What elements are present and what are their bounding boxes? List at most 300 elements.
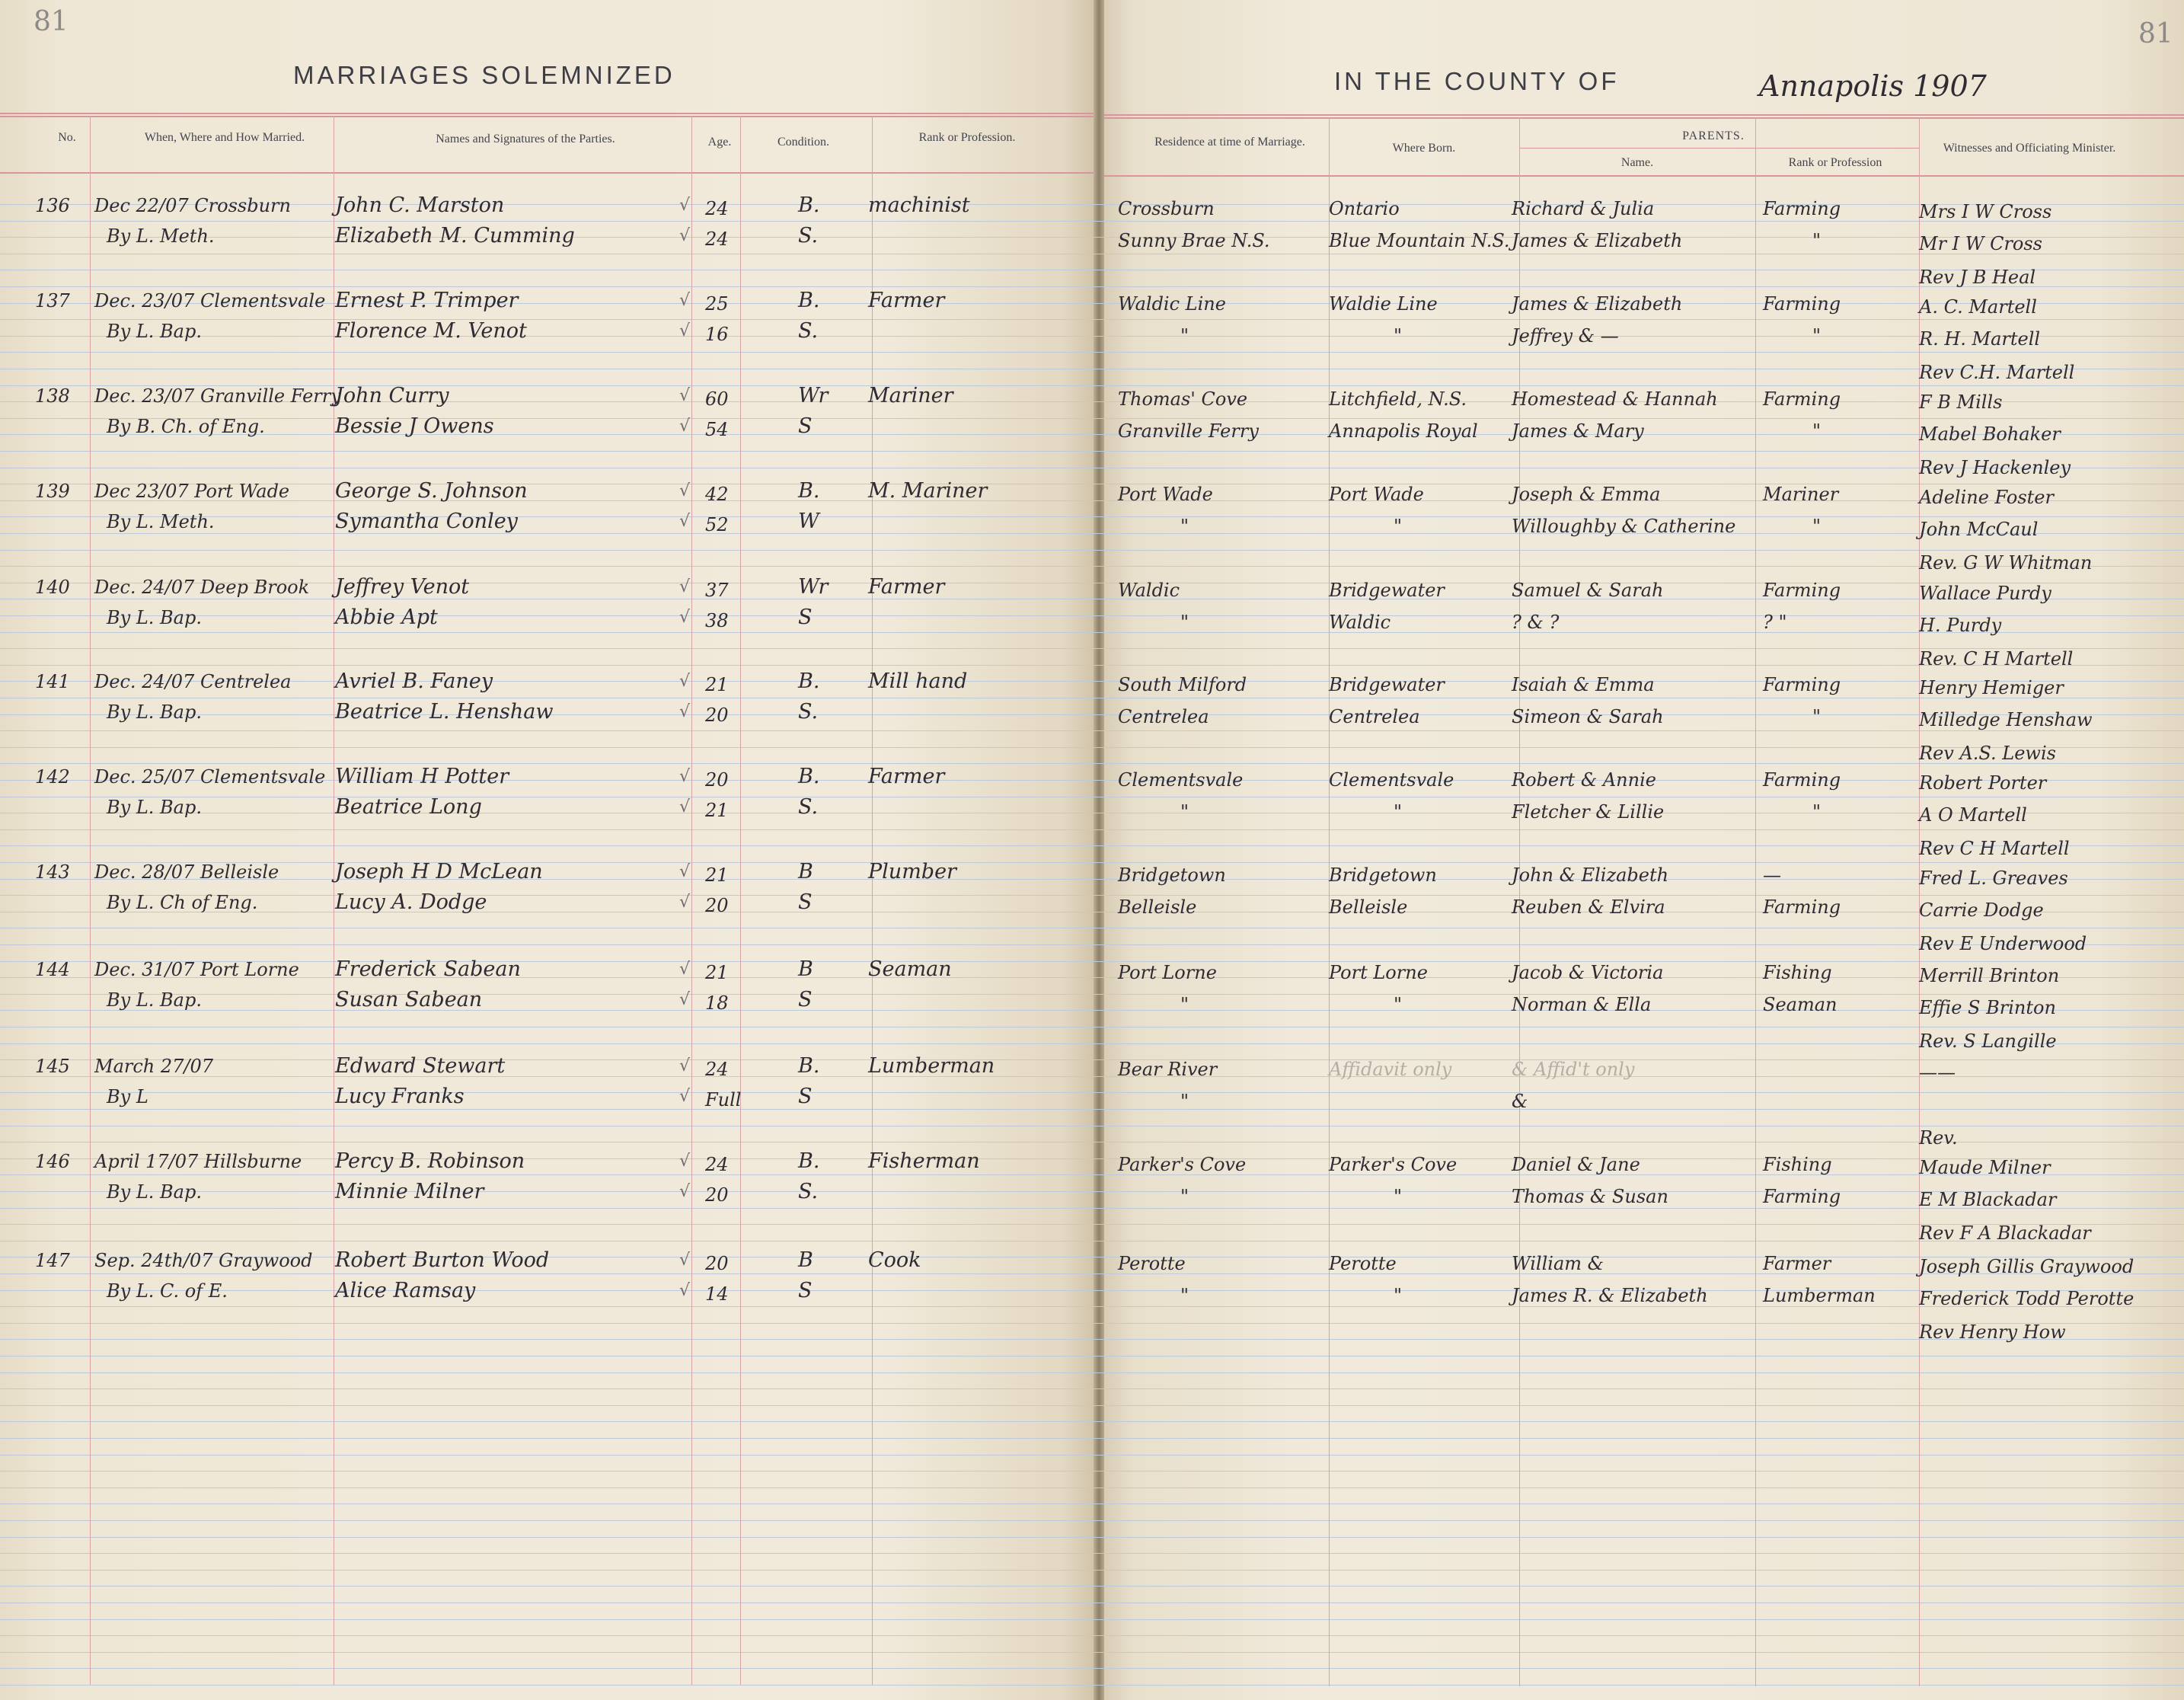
ruled-line	[0, 1191, 2184, 1192]
groom-birthplace: Bridgewater	[1329, 674, 1445, 695]
column-line	[740, 116, 741, 1685]
groom-parents-profession: Farming	[1763, 580, 1841, 601]
ruled-line	[0, 648, 2184, 649]
ruled-line	[0, 286, 2184, 287]
bride-birthplace: Annapolis Royal	[1329, 420, 1478, 442]
ruled-line	[0, 763, 2184, 764]
groom-age: 24	[705, 198, 729, 219]
ruled-line	[0, 352, 2184, 353]
groom-condition: B	[798, 860, 813, 884]
bride-parents-profession: Lumberman	[1763, 1285, 1876, 1306]
bride-parents-profession: ? "	[1763, 612, 1787, 633]
witness-1: Fred L. Greaves	[1919, 868, 2068, 889]
witness-1: Mrs I W Cross	[1919, 201, 2052, 222]
groom-parents-profession: Fishing	[1763, 1154, 1832, 1175]
age-check-mark: √	[679, 797, 691, 816]
header-rule	[1104, 117, 2184, 119]
ruled-line	[0, 1372, 2184, 1373]
ruled-line	[0, 747, 2184, 748]
groom-name: Jeffrey Venot	[335, 575, 470, 599]
ruled-line	[0, 944, 2184, 945]
witness-1: Robert Porter	[1919, 772, 2047, 794]
bride-name: Symantha Conley	[335, 510, 518, 533]
header-names: Names and Signatures of the Parties.	[436, 133, 615, 145]
left-page-title: MARRIAGES SOLEMNIZED	[293, 61, 675, 89]
bride-parents: Jeffrey & —	[1512, 325, 1619, 347]
witness-2: Mr I W Cross	[1919, 233, 2042, 254]
witness-2: E M Blackadar	[1919, 1189, 2057, 1210]
entry-number: 138	[35, 385, 70, 407]
when-married: Dec. 25/07 Clementsvale	[94, 766, 326, 788]
groom-residence: Bear River	[1118, 1059, 1218, 1080]
groom-birthplace: Parker's Cove	[1329, 1154, 1458, 1175]
witness-1: Adeline Foster	[1919, 487, 2054, 508]
witness-1: Wallace Purdy	[1919, 583, 2051, 604]
groom-condition: B	[798, 1248, 813, 1272]
ruled-line	[0, 714, 2184, 715]
ruled-line	[0, 533, 2184, 534]
groom-profession: M. Mariner	[868, 479, 988, 503]
ruled-line	[0, 730, 2184, 731]
ruled-line	[0, 418, 2184, 419]
ruled-line	[0, 237, 2184, 238]
groom-condition: B.	[798, 479, 820, 503]
bride-age: 21	[705, 800, 729, 821]
groom-condition: Wr	[798, 575, 829, 599]
groom-name: John Curry	[335, 384, 449, 407]
ruled-line	[0, 961, 2184, 962]
age-check-mark: √	[679, 291, 691, 310]
age-check-mark: √	[679, 321, 691, 340]
bride-condition: S.	[798, 224, 819, 248]
age-check-mark: √	[679, 1152, 691, 1171]
groom-name: Joseph H D McLean	[335, 860, 543, 884]
ruled-line	[0, 1323, 2184, 1324]
when-married: Dec 23/07 Port Wade	[94, 481, 290, 502]
how-married: By L. Bap.	[107, 1181, 202, 1203]
header-age: Age.	[707, 136, 732, 149]
ruled-line	[0, 1635, 2184, 1636]
bride-name: Elizabeth M. Cumming	[335, 224, 575, 248]
ruled-line	[0, 516, 2184, 517]
age-check-mark: √	[679, 893, 691, 912]
witness-2: Carrie Dodge	[1919, 900, 2044, 921]
when-married: Dec 22/07 Crossburn	[94, 195, 291, 216]
groom-birthplace: Bridgewater	[1329, 580, 1445, 601]
age-check-mark: √	[679, 226, 691, 245]
officiating-minister: Rev J Hackenley	[1919, 457, 2071, 478]
bride-name: Minnie Milner	[335, 1180, 484, 1203]
ruled-line	[0, 1455, 2184, 1456]
ruled-line	[0, 845, 2184, 846]
groom-name: William H Potter	[335, 765, 509, 788]
ruled-line	[0, 1537, 2184, 1538]
ruled-line	[0, 1619, 2184, 1620]
bride-condition: S	[798, 988, 813, 1011]
officiating-minister: Rev E Underwood	[1919, 933, 2087, 954]
ruled-line	[0, 1471, 2184, 1472]
groom-residence: Port Lorne	[1118, 962, 1217, 983]
ruled-line	[0, 829, 2184, 830]
groom-residence: Parker's Cove	[1118, 1154, 1247, 1175]
ruled-line	[0, 1438, 2184, 1439]
groom-age: 24	[705, 1154, 729, 1175]
header-rank: Rank or Profession.	[918, 131, 1016, 144]
ruled-line	[0, 1503, 2184, 1504]
ruled-line	[0, 862, 2184, 863]
bride-parents-profession: "	[1812, 706, 1822, 727]
ruled-line	[0, 977, 2184, 978]
age-check-mark: √	[679, 1056, 691, 1075]
groom-age: 60	[705, 388, 729, 410]
entry-number: 136	[35, 195, 70, 216]
bride-name: Beatrice Long	[335, 795, 482, 819]
how-married: By L. Ch of Eng.	[107, 892, 258, 913]
entry-number: 146	[35, 1151, 70, 1172]
bride-name: Susan Sabean	[335, 988, 483, 1011]
witness-2: Milledge Henshaw	[1919, 709, 2093, 730]
groom-name: Edward Stewart	[335, 1054, 506, 1078]
groom-profession: Farmer	[868, 289, 945, 312]
groom-parents: Joseph & Emma	[1512, 484, 1661, 505]
when-married: Sep. 24th/07 Graywood	[94, 1250, 313, 1271]
ruled-line	[0, 1388, 2184, 1389]
groom-name: George S. Johnson	[335, 479, 528, 503]
groom-residence: Bridgetown	[1118, 864, 1226, 886]
bride-parents: James R. & Elizabeth	[1512, 1285, 1708, 1306]
age-check-mark: √	[679, 960, 691, 979]
entry-number: 140	[35, 577, 70, 598]
ruled-line	[0, 1092, 2184, 1093]
witness-1: F B Mills	[1919, 391, 2003, 413]
groom-parents: Richard & Julia	[1512, 198, 1655, 219]
ruled-line	[0, 1339, 2184, 1340]
header-rule	[0, 116, 1094, 117]
bride-parents: Fletcher & Lillie	[1512, 801, 1665, 823]
witness-2: A O Martell	[1919, 804, 2027, 826]
groom-parents: Robert & Annie	[1512, 769, 1656, 791]
bride-birthplace: "	[1394, 1186, 1403, 1207]
when-married: Dec. 31/07 Port Lorne	[94, 959, 299, 980]
groom-residence: Thomas' Cove	[1118, 388, 1248, 410]
ruled-line	[0, 1586, 2184, 1587]
ruled-line	[0, 1224, 2184, 1225]
header-rule	[0, 172, 1094, 174]
when-married: Dec. 23/07 Clementsvale	[94, 290, 326, 312]
bride-age: 20	[705, 705, 729, 726]
groom-parents-profession: Farming	[1763, 674, 1841, 695]
bride-condition: S.	[798, 1180, 819, 1203]
age-check-mark: √	[679, 990, 691, 1009]
groom-profession: Plumber	[868, 860, 956, 884]
groom-name: Frederick Sabean	[335, 957, 521, 981]
bride-condition: S	[798, 1085, 813, 1108]
groom-residence: Crossburn	[1118, 198, 1215, 219]
groom-profession: Farmer	[868, 575, 945, 599]
how-married: By L. Bap.	[107, 701, 202, 723]
header-parents-name: Name.	[1620, 156, 1654, 169]
ruled-line	[0, 615, 2184, 616]
right-page-title: IN THE COUNTY OF	[1334, 67, 1620, 95]
groom-age: 21	[705, 864, 729, 886]
bride-parents: &	[1512, 1091, 1528, 1112]
groom-profession: Lumberman	[868, 1054, 995, 1078]
officiating-minister: Rev. C H Martell	[1919, 648, 2074, 669]
ruled-line	[0, 303, 2184, 304]
groom-name: Avriel B. Faney	[335, 669, 493, 693]
ruled-line	[0, 1668, 2184, 1669]
bride-parents-profession: "	[1812, 325, 1822, 347]
bride-residence: "	[1180, 1186, 1189, 1207]
age-check-mark: √	[679, 417, 691, 436]
bride-age: 20	[705, 1184, 729, 1206]
bride-parents: James & Elizabeth	[1512, 230, 1683, 251]
groom-parents-profession: Farming	[1763, 198, 1841, 219]
ruled-line	[0, 1553, 2184, 1554]
how-married: By L. Bap.	[107, 797, 202, 818]
entry-number: 145	[35, 1056, 70, 1077]
groom-age: 42	[705, 484, 729, 505]
header-parents: PARENTS.	[1682, 129, 1745, 142]
bride-birthplace: Belleisle	[1329, 896, 1408, 918]
groom-residence: Waldic Line	[1118, 293, 1226, 315]
bride-residence: Belleisle	[1118, 896, 1197, 918]
bride-birthplace: "	[1394, 801, 1403, 823]
ruled-line	[0, 632, 2184, 633]
groom-age: 21	[705, 674, 729, 695]
bride-age: 52	[705, 514, 729, 535]
age-check-mark: √	[679, 512, 691, 531]
age-check-mark: √	[679, 1087, 691, 1106]
ruled-line	[0, 1652, 2184, 1653]
groom-profession: Cook	[868, 1248, 921, 1272]
bride-parents: James & Mary	[1512, 420, 1644, 442]
entry-number: 139	[35, 481, 70, 502]
ruled-line	[0, 1059, 2184, 1060]
groom-profession: Fisherman	[868, 1149, 980, 1173]
bride-condition: S.	[798, 319, 819, 343]
bride-parents: ? & ?	[1512, 612, 1560, 633]
ruled-line	[0, 1043, 2184, 1044]
age-check-mark: √	[679, 1182, 691, 1201]
when-married: March 27/07	[94, 1056, 214, 1077]
groom-profession: machinist	[868, 193, 970, 217]
groom-residence: Waldic	[1118, 580, 1180, 601]
bride-age: 24	[705, 228, 729, 250]
age-check-mark: √	[679, 386, 691, 405]
when-married: Dec. 28/07 Belleisle	[94, 861, 279, 883]
header-no: No.	[58, 131, 76, 144]
ruled-line	[0, 1109, 2184, 1110]
groom-parents-profession: —	[1763, 864, 1781, 886]
bride-parents-profession: "	[1812, 801, 1822, 823]
ruled-line	[0, 1570, 2184, 1571]
header-residence: Residence at time of Marriage.	[1154, 136, 1305, 149]
officiating-minister: Rev.	[1919, 1127, 1958, 1149]
bride-residence: "	[1180, 1285, 1189, 1306]
officiating-minister: Rev Henry How	[1919, 1321, 2066, 1343]
bride-birthplace: "	[1394, 325, 1403, 347]
ruled-line	[0, 204, 2184, 205]
groom-profession: Mill hand	[868, 669, 968, 693]
officiating-minister: Rev F A Blackadar	[1919, 1222, 2091, 1244]
age-check-mark: √	[679, 702, 691, 721]
ruled-line	[0, 1405, 2184, 1406]
groom-name: Ernest P. Trimper	[335, 289, 519, 312]
bride-birthplace: Waldic	[1329, 612, 1391, 633]
groom-condition: B.	[798, 1149, 820, 1173]
header-rule	[1104, 114, 2184, 116]
witness-1: Merrill Brinton	[1919, 965, 2060, 986]
groom-parents: Daniel & Jane	[1512, 1154, 1640, 1175]
bride-age: 16	[705, 324, 729, 345]
groom-name: John C. Marston	[335, 193, 505, 217]
ruled-line	[0, 879, 2184, 880]
groom-parents-profession: Farming	[1763, 388, 1841, 410]
witness-2: H. Purdy	[1919, 615, 2002, 636]
groom-birthplace: Bridgetown	[1329, 864, 1437, 886]
bride-parents: Willoughby & Catherine	[1512, 516, 1736, 537]
witness-1: Maude Milner	[1919, 1157, 2051, 1178]
officiating-minister: Rev. G W Whitman	[1919, 552, 2093, 574]
bride-residence: "	[1180, 325, 1189, 347]
entry-number: 144	[35, 959, 70, 980]
bride-parents-profession: "	[1812, 420, 1822, 442]
header-born: Where Born.	[1392, 142, 1456, 155]
bride-condition: S	[798, 1279, 813, 1302]
bride-residence: "	[1180, 612, 1189, 633]
when-married: Dec. 24/07 Deep Brook	[94, 577, 310, 598]
groom-age: 25	[705, 293, 729, 315]
groom-parents-profession: Farming	[1763, 293, 1841, 315]
column-line	[872, 116, 873, 1685]
header-rule	[0, 113, 1094, 114]
groom-parents: Isaiah & Emma	[1512, 674, 1655, 695]
how-married: By L	[107, 1086, 148, 1107]
groom-birthplace: Litchfield, N.S.	[1329, 388, 1467, 410]
how-married: By L. Bap.	[107, 989, 202, 1011]
when-married: Dec. 24/07 Centrelea	[94, 671, 292, 692]
ruled-line	[0, 1273, 2184, 1274]
groom-residence: Clementsvale	[1118, 769, 1244, 791]
age-check-mark: √	[679, 862, 691, 881]
entry-number: 147	[35, 1250, 70, 1271]
groom-parents-profession: Farmer	[1763, 1253, 1831, 1274]
witness-2: Effie S Brinton	[1919, 997, 2056, 1018]
ruled-line	[0, 1208, 2184, 1209]
right-page-number: 81	[2138, 18, 2173, 50]
groom-condition: B.	[798, 289, 820, 312]
bride-name: Bessie J Owens	[335, 414, 494, 438]
bride-parents-profession: "	[1812, 230, 1822, 251]
groom-name: Robert Burton Wood	[335, 1248, 550, 1272]
bride-condition: S.	[798, 700, 819, 724]
bride-condition: W	[798, 510, 819, 533]
when-married: April 17/07 Hillsburne	[94, 1151, 302, 1172]
groom-condition: B.	[798, 193, 820, 217]
groom-parents-profession: Farming	[1763, 769, 1841, 791]
age-check-mark: √	[679, 672, 691, 691]
groom-parents: James & Elizabeth	[1512, 293, 1683, 315]
groom-condition: B.	[798, 765, 820, 788]
header-parents-rank: Rank or Profession	[1788, 156, 1882, 169]
groom-parents-profession: Mariner	[1763, 484, 1839, 505]
ruled-line	[0, 895, 2184, 896]
age-check-mark: √	[679, 196, 691, 215]
bride-age: 54	[705, 419, 729, 440]
bride-residence: "	[1180, 516, 1189, 537]
groom-age: 24	[705, 1059, 729, 1080]
groom-age: 20	[705, 769, 729, 791]
ruled-line	[0, 221, 2184, 222]
age-check-mark: √	[679, 1251, 691, 1270]
entry-number: 141	[35, 671, 70, 692]
groom-residence: South Milford	[1118, 674, 1247, 695]
column-line	[90, 116, 91, 1685]
age-check-mark: √	[679, 577, 691, 596]
header-rule	[1104, 175, 2184, 177]
bride-residence: "	[1180, 801, 1189, 823]
bride-condition: S	[798, 606, 813, 629]
ruled-line	[0, 1174, 2184, 1175]
bride-name: Florence M. Venot	[335, 319, 527, 343]
how-married: By L. Bap.	[107, 607, 202, 628]
how-married: By B. Ch. of Eng.	[107, 416, 265, 437]
witness-2: Mabel Bohaker	[1919, 423, 2061, 445]
groom-birthplace: Port Wade	[1329, 484, 1424, 505]
groom-birthplace: Port Lorne	[1329, 962, 1428, 983]
ruled-line	[0, 665, 2184, 666]
bride-name: Beatrice L. Henshaw	[335, 700, 554, 724]
bride-name: Lucy Franks	[335, 1085, 465, 1108]
bride-condition: S.	[798, 795, 819, 819]
bride-name: Abbie Apt	[335, 606, 438, 629]
bride-birthplace: Centrelea	[1329, 706, 1420, 727]
groom-birthplace: Ontario	[1329, 198, 1400, 219]
groom-birthplace: Perotte	[1329, 1253, 1397, 1274]
ruled-line	[0, 1010, 2184, 1011]
bride-parents: Simeon & Sarah	[1512, 706, 1664, 727]
ruled-line	[0, 1421, 2184, 1422]
age-check-mark: √	[679, 1281, 691, 1300]
header-witnesses: Witnesses and Officiating Minister.	[1943, 142, 2116, 155]
bride-age: Full	[705, 1089, 742, 1110]
bride-age: 18	[705, 992, 729, 1014]
groom-condition: B	[798, 957, 813, 981]
bride-name: Alice Ramsay	[335, 1279, 476, 1302]
ruled-line	[0, 566, 2184, 567]
age-check-mark: √	[679, 608, 691, 627]
groom-age: 20	[705, 1253, 729, 1274]
bride-residence: "	[1180, 994, 1189, 1015]
groom-condition: B.	[798, 1054, 820, 1078]
bride-parents-profession: Farming	[1763, 1186, 1841, 1207]
groom-condition: Wr	[798, 384, 829, 407]
witness-1: A. C. Martell	[1919, 296, 2037, 318]
column-line	[1755, 117, 1756, 1686]
bride-birthplace: Blue Mountain N.S.	[1329, 230, 1510, 251]
entry-number: 137	[35, 290, 70, 312]
age-check-mark: √	[679, 481, 691, 500]
groom-name: Percy B. Robinson	[335, 1149, 525, 1173]
groom-profession: Mariner	[868, 384, 953, 407]
bride-parents: Reuben & Elvira	[1512, 896, 1665, 918]
bride-parents-profession: "	[1812, 516, 1822, 537]
how-married: By L. Meth.	[107, 511, 215, 532]
entry-number: 142	[35, 766, 70, 788]
how-married: By L. Meth.	[107, 225, 215, 247]
groom-profession: Seaman	[868, 957, 952, 981]
